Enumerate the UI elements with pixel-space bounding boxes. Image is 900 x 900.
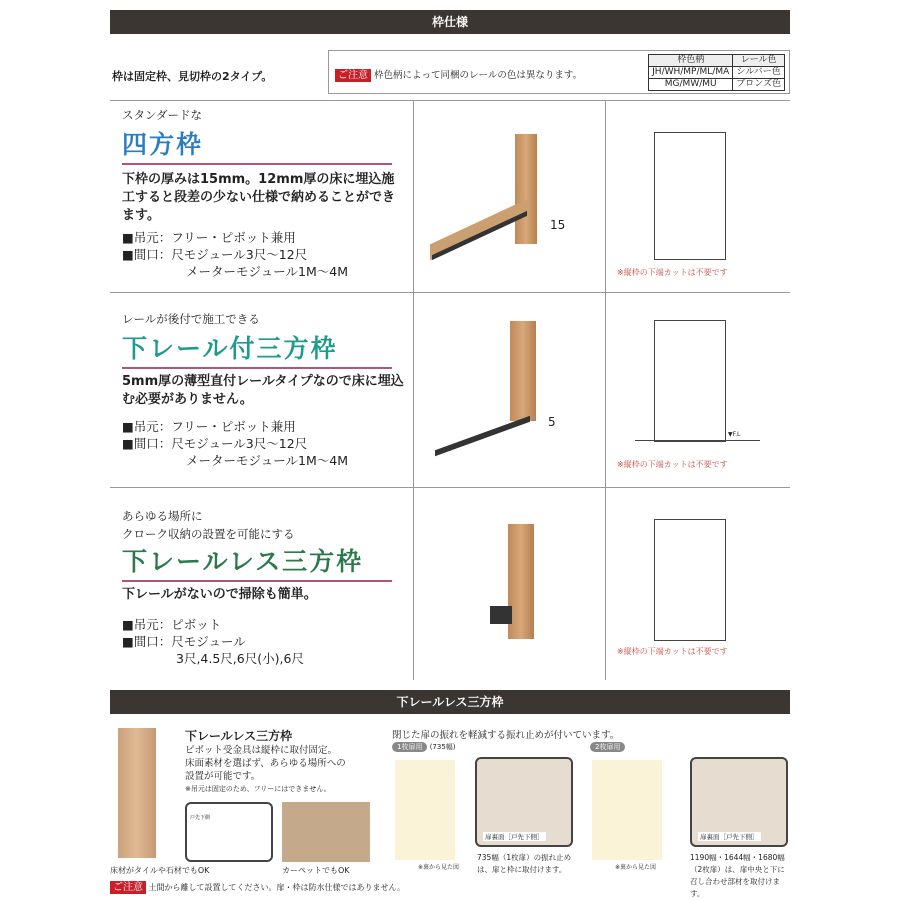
description: 下枠の厚みは15mm。12mm厚の床に埋込施工すると段差の少ない仕様で納めることができます。: [122, 172, 396, 223]
title: 四方枠: [122, 130, 204, 159]
inset-label: 戸先下側: [190, 815, 211, 821]
photo-label: 扉裏面［戸先下側］: [700, 833, 759, 841]
underline: [122, 367, 392, 369]
dimension: 5: [548, 415, 556, 429]
th: レール色: [733, 55, 785, 67]
desc-line: 設置が可能です。: [185, 771, 261, 782]
carpet-photo: [282, 802, 370, 862]
subtitle: あらゆる場所に: [122, 509, 203, 523]
th: 枠色柄: [649, 55, 733, 67]
frame-diagram: [655, 133, 725, 259]
caution-text: 土間から離して設置してください。扉・枠は防水仕様ではありません。: [148, 883, 406, 892]
cell: シルバー色: [733, 67, 785, 79]
rail: [435, 416, 530, 457]
spec: ■間口：尺モジュール: [122, 634, 246, 649]
spec: ■吊元：フリー・ピボット兼用: [122, 230, 296, 245]
cell: ブロンズ色: [733, 79, 785, 91]
two-door-caption: 1190幅・1644幅・1680幅（2枚扉）は、扉中央と下に召し合わせ部材を取付けます。: [690, 853, 785, 898]
caution: ※縦枠の下端カットは不要です: [617, 647, 728, 656]
cell: MG/MW/MU: [649, 79, 733, 91]
spec: メーターモジュール1M〜4M: [186, 453, 348, 468]
pivot-bracket: [490, 606, 512, 624]
note: ※吊元は固定のため、フリーにはできません。: [185, 785, 331, 793]
desc-line: 床面素材を選ばず、あらゆる場所への: [185, 758, 346, 769]
section-header: 枠仕様: [110, 10, 790, 34]
notice-text: 枠色柄によって同梱のレールの色は異なります。: [374, 70, 583, 81]
two-door-photo: [690, 757, 788, 847]
one-door-caption: 735幅（1枚扉）の振れ止めは、扉と枠に取付けます。: [477, 853, 572, 874]
caption: 床材がタイルや石材でもOK: [110, 866, 210, 875]
underline: [122, 580, 392, 582]
spec: 3尺,4.5尺,6尺(小),6尺: [176, 651, 304, 666]
back-view: ※裏から見た図: [418, 864, 460, 871]
description: 5mm厚の薄型直付レールタイプなので床に埋込む必要がありません。: [122, 374, 404, 407]
one-door-diagram: [395, 760, 455, 860]
back-view: ※裏から見た図: [615, 864, 657, 871]
frame-photo: [510, 321, 536, 421]
type-row-bottom-rail: [110, 292, 790, 487]
spec: ■間口：尺モジュール3尺〜12尺: [122, 436, 308, 451]
underline: [122, 163, 392, 165]
pill: 1枚扉用: [392, 742, 427, 752]
description: 下レールがないので掃除も簡単。: [122, 587, 317, 602]
frame-diagram: [655, 520, 725, 640]
dimension: 15: [550, 218, 566, 232]
s2-headline: 閉じた扉の振れを軽減する振れ止めが付いています。: [392, 730, 620, 741]
s2-title: 下レールレス三方枠: [185, 729, 293, 743]
caution: ※縦枠の下端カットは不要です: [617, 268, 728, 277]
pill: 2枚扉用: [590, 742, 625, 752]
spec: ■間口：尺モジュール3尺〜12尺: [122, 247, 308, 262]
s2-desc: [185, 744, 346, 796]
floor-label: ▼F.L: [728, 431, 741, 438]
type-row-four-sided: [110, 100, 790, 293]
frame-diagram: [655, 321, 725, 441]
intro-text: 枠は固定枠、見切枠の2タイプ。: [112, 70, 273, 83]
caution-line: [110, 878, 405, 893]
desc-line: ピボット受金具は縦枠に取付固定。: [185, 745, 338, 756]
spec: メーターモジュール1M〜4M: [186, 264, 348, 279]
caption: カーペットでもOK: [282, 866, 350, 875]
frame-photo: [515, 134, 537, 244]
notice-box: [328, 50, 790, 94]
width: (735幅): [429, 743, 456, 751]
one-door-photo: [475, 757, 573, 847]
railless-photo: [118, 728, 156, 858]
spec: ■吊元：フリー・ピボット兼用: [122, 419, 296, 434]
floor-line: [635, 440, 760, 441]
subtitle: スタンダードな: [122, 108, 203, 122]
color-table: [648, 54, 785, 91]
caution-badge: ご注意: [110, 881, 146, 894]
subtitle: レールが後付で施工できる: [122, 312, 260, 326]
section2-header: 下レールレス三方枠: [110, 690, 790, 714]
notice-badge: ご注意: [335, 69, 371, 82]
inset-photo: [185, 802, 273, 862]
two-door-diagram: [592, 760, 662, 860]
type-row-railless: [110, 487, 790, 682]
one-door-tag: [392, 742, 456, 752]
spec: ■吊元：ピボット: [122, 617, 222, 632]
title: 下レール付三方枠: [122, 334, 338, 363]
title: 下レールレス三方枠: [122, 547, 364, 576]
photo-label: 扉裏面［戸先下側］: [485, 833, 544, 841]
two-door-tag: [590, 742, 625, 752]
subtitle: クローク収納の設置を可能にする: [122, 527, 295, 541]
cell: JH/WH/MP/ML/MA: [649, 67, 733, 79]
caution: ※縦枠の下端カットは不要です: [617, 460, 728, 469]
